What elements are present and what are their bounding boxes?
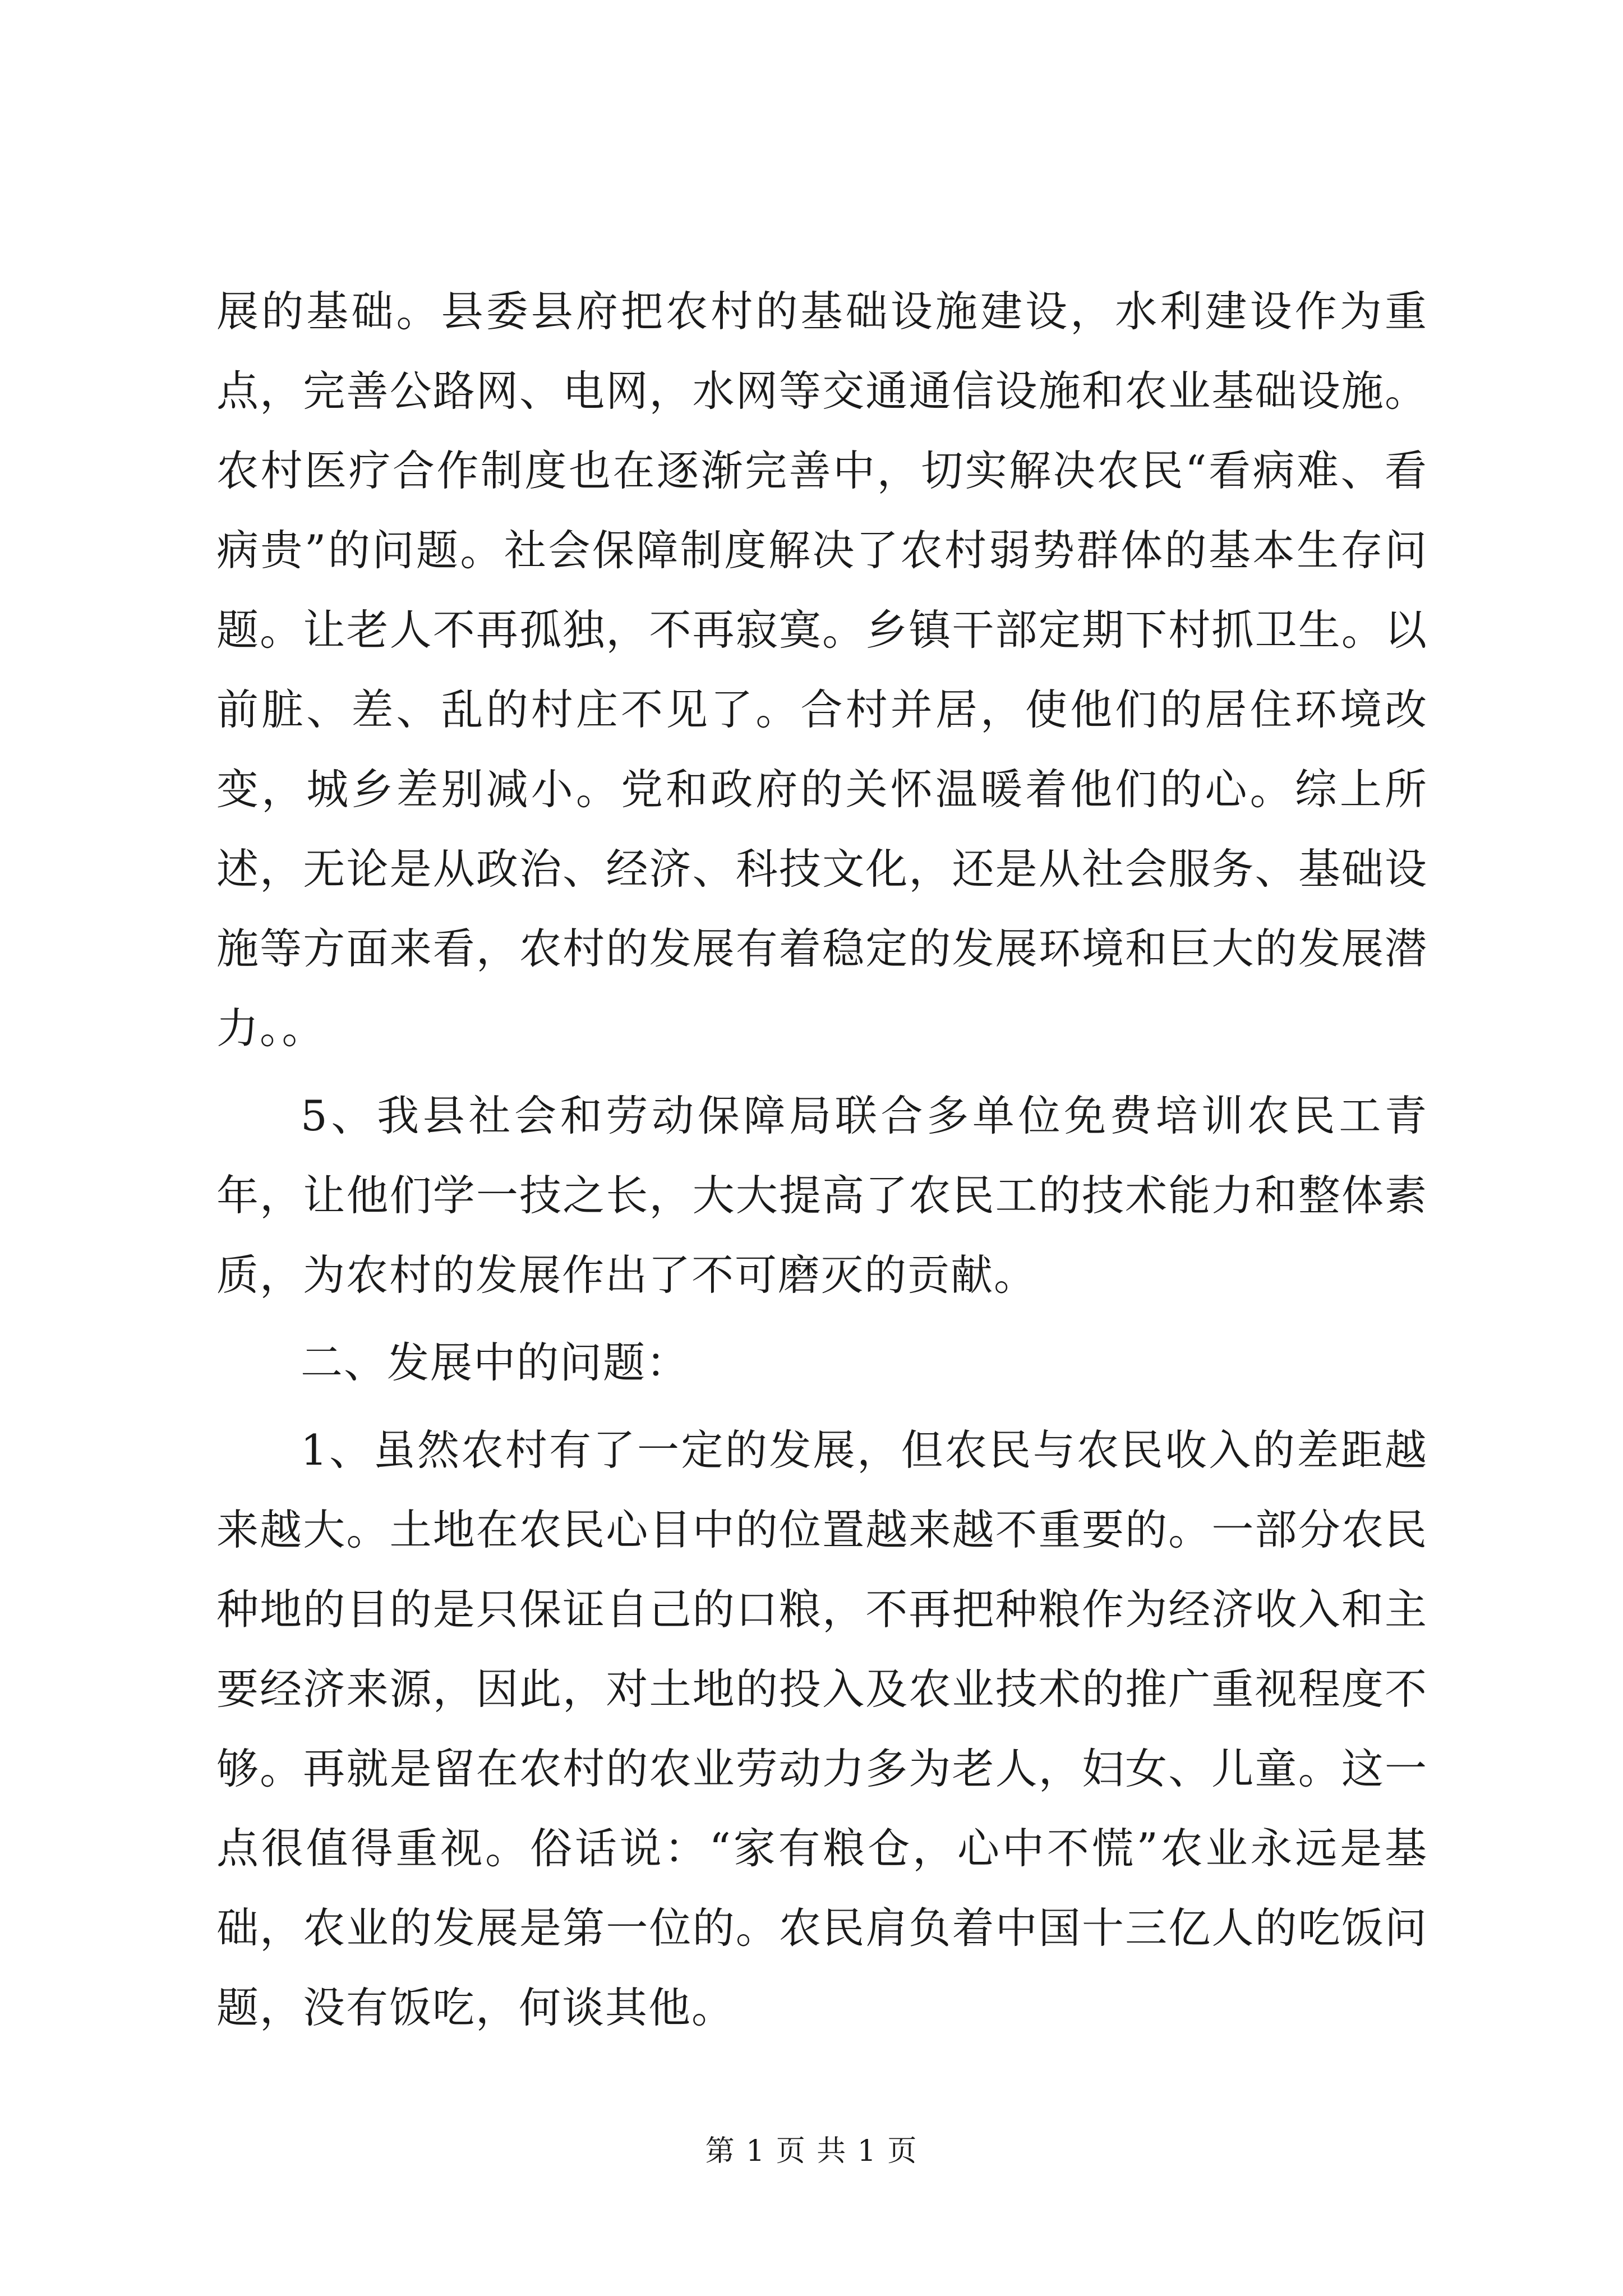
- paragraph-item-5: 5、我县社会和劳动保障局联合多单位免费培训农民工青年，让他们学一技之长，大大提高了农民工的技术能力和整体素质，为农村的发展作出了不可磨灭的贡献。: [216, 1091, 1428, 1300]
- paragraph-problem-1: 1、虽然农村有了一定的发展，但农民与农民收入的差距越来越大。土地在农民心目中的位置越来越不重要的。一部分农民种地的目的是只保证自己的口粮，不再把种粮作为经济收入和主要经济来源，因此，对土地的投入及农业技术的推广重视程度不够。再就是留在农村的农业劳动力多为老人，妇女、儿童。这一点很值得重视。俗话说：“家有粮仓，心中不慌”农业永远是基础，农业的发展是第一位的。农民肩负着中国十三亿人的吃饭问题，没有饭吃，何谈其他。: [216, 1425, 1428, 2032]
- page-footer: 第 1 页 共 1 页: [705, 2134, 918, 2168]
- section-heading-problems: 二、发展中的问题：: [301, 1338, 690, 1387]
- document-body: [216, 272, 1428, 2047]
- paragraph-continuation: 展的基础。县委县府把农村的基础设施建设，水利建设作为重点，完善公路网、电网，水网等交通通信设施和农业基础设施。农村医疗合作制度也在逐渐完善中，切实解决农民“看病难、看病贵”的问题。社会保障制度解决了农村弱势群体的基本生存问题。让老人不再孤独，不再寂寞。乡镇干部定期下村抓卫生。以前脏、差、乱的村庄不见了。合村并居，使他们的居住环境改变，城乡差别减小。党和政府的关怀温暖着他们的心。综上所述，无论是从政治、经济、科技文化，还是从社会服务、基础设施等方面来看，农村的发展有着稳定的发展环境和巨大的发展潜力。。: [216, 287, 1428, 1053]
